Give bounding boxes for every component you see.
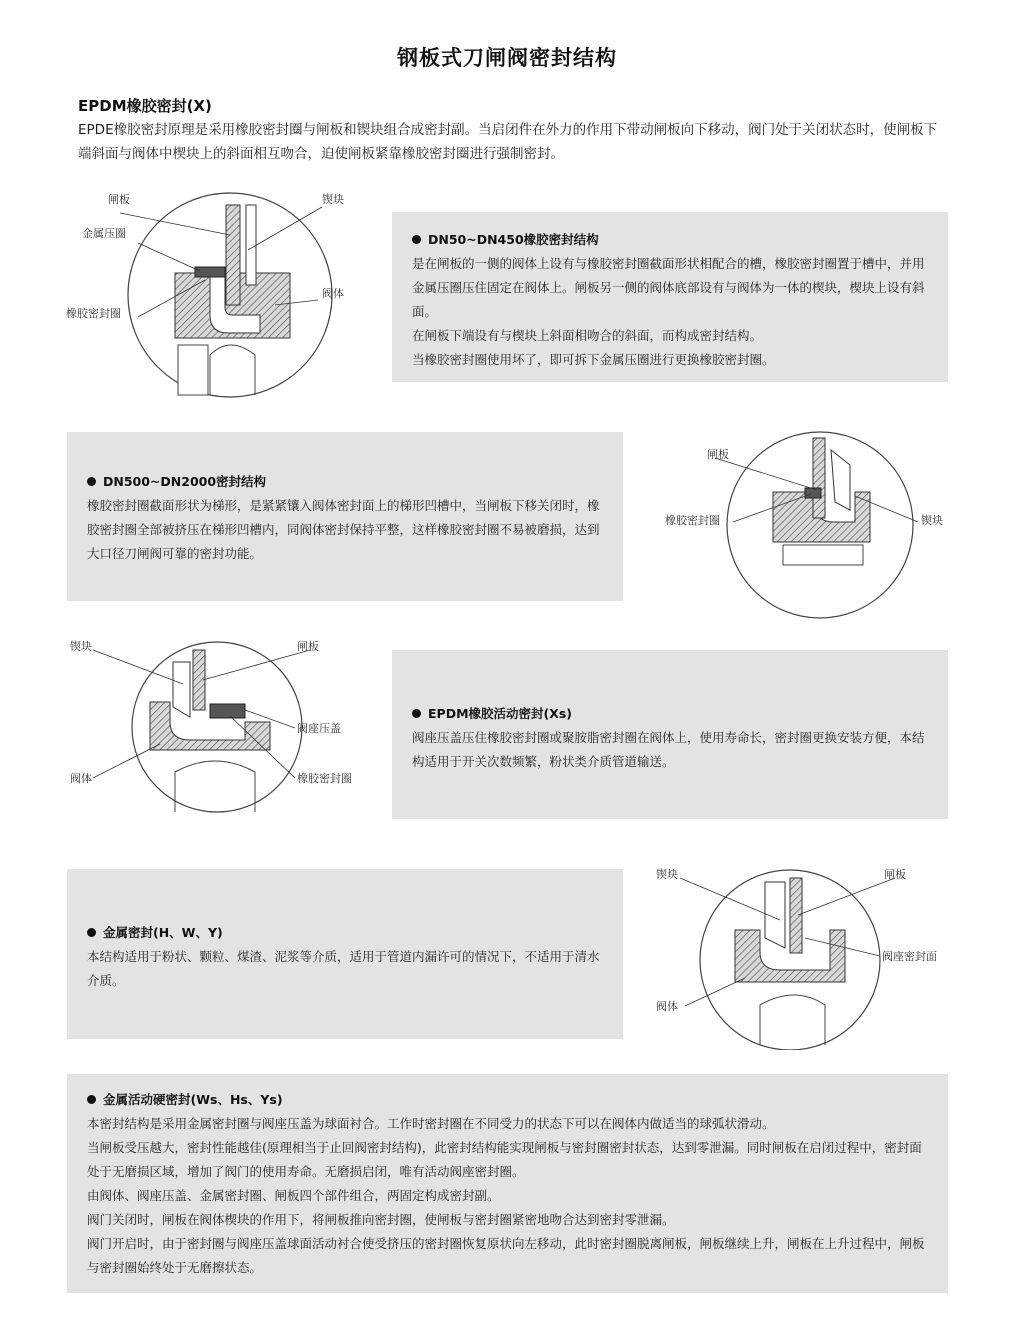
bullet-icon bbox=[412, 235, 421, 244]
section-epdm-active bbox=[392, 650, 948, 819]
fig1-label-body: 阀体 bbox=[322, 287, 344, 300]
fig3-label-body: 阀体 bbox=[70, 772, 92, 785]
figure-epdm-active-seal bbox=[65, 632, 375, 822]
section-dn50-line-3: 当橡胶密封圈使用坏了，即可拆下金属压圈进行更换橡胶密封圈。 bbox=[412, 352, 775, 367]
fig4-label-body: 阀体 bbox=[656, 1000, 678, 1013]
section-dn50-line-2: 在闸板下端设有与楔块上斜面相吻合的斜面，而构成密封结构。 bbox=[412, 328, 763, 343]
fig4-label-gate: 闸板 bbox=[884, 868, 906, 881]
section-dn50-line-1: 是在闸板的一侧的阀体上设有与橡胶密封圈截面形状相配合的槽，橡胶密封圈置于槽中，并用金属压圈压住固定在阀体上。闸板另一侧的阀体底部设有与阀体为一体的楔块，楔块上设有斜面。 bbox=[412, 256, 925, 319]
bullet-icon bbox=[412, 709, 421, 718]
fig1-label-ring: 金属压圈 bbox=[82, 227, 126, 240]
section-dn50 bbox=[392, 212, 948, 382]
section-metal bbox=[67, 869, 623, 1039]
bullet-icon bbox=[87, 477, 96, 486]
fig3-label-gate: 闸板 bbox=[297, 640, 319, 653]
fig1-label-seal: 橡胶密封圈 bbox=[66, 307, 121, 320]
intro-paragraph: EPDE橡胶密封原理是采用橡胶密封圈与闸板和锲块组合成密封副。当启闭件在外力的作用下带动闸板向下移动，阀门处于关闭状态时，使闸板下端斜面与阀体中楔块上的斜面相互吻合，迫使闸板紧靠橡胶密封圈进行强制密封。 bbox=[78, 122, 938, 162]
section-metal-active-line-3: 由阀体、阀座压盖、金属密封圈、闸板四个部件组合，两固定构成密封副。 bbox=[87, 1188, 500, 1203]
fig3-label-seal: 橡胶密封圈 bbox=[297, 772, 352, 785]
fig3-label-cover: 阀座压盖 bbox=[297, 722, 341, 735]
section-epdm-active-line-1: 阀座压盖压住橡胶密封圈或聚胺脂密封圈在阀体上，使用寿命长，密封圈更换安装方便，本结构适用于开关次数频繁，粉状类介质管道输送。 bbox=[412, 730, 925, 769]
figure-metal-seal bbox=[650, 860, 960, 1050]
fig1-label-wedge: 锲块 bbox=[322, 193, 344, 206]
section-metal-active-line-2: 当闸板受压越大，密封性能越佳(原理相当于止回阀密封结构)，此密封结构能实现闸板与密封圈密封状态，达到零泄漏。同时闸板在启闭过程中，密封面处于无磨损区域，增加了阀门的使用寿命。无磨损启闭，唯有活动阀座密封圈。 bbox=[87, 1140, 922, 1179]
fig4-label-face: 阀座密封面 bbox=[882, 950, 937, 963]
section-dn500-heading: DN500~DN2000密封结构 bbox=[87, 472, 603, 490]
section-metal-active-heading: 金属活动硬密封(Ws、Hs、Ys) bbox=[87, 1090, 928, 1108]
section-metal-active-line-5: 阀门开启时，由于密封圈与阀座压盖球面活动衬合使受挤压的密封圈恢复原状向左移动，此时密封圈脱离闸板，闸板继续上升，闸板在上升过程中，闸板与密封圈始终处于无磨擦状态。 bbox=[87, 1236, 925, 1275]
fig2-label-wedge: 锲块 bbox=[921, 514, 943, 527]
section-metal-active bbox=[67, 1074, 948, 1293]
section-metal-line-1: 本结构适用于粉状、颗粒、煤渣、泥浆等介质，适用于管道内漏许可的情况下，不适用于清水介质。 bbox=[87, 949, 600, 988]
bullet-icon bbox=[87, 928, 96, 937]
fig3-label-wedge: 锲块 bbox=[70, 640, 92, 653]
fig2-label-gate: 闸板 bbox=[707, 448, 729, 461]
section-epdm-active-heading: EPDM橡胶活动密封(Xs) bbox=[412, 704, 928, 722]
figure-dn500-seal bbox=[655, 430, 955, 630]
section-dn500 bbox=[67, 432, 623, 601]
section-dn500-line-1: 橡胶密封圈截面形状为梯形，是紧紧镶入阀体密封面上的梯形凹槽中，当闸板下移关闭时，橡胶密封圈全部被挤压在梯形凹槽内，同阀体密封保持平整，这样橡胶密封圈不易被磨损，达到大口径刀闸阀可靠的密封功能。 bbox=[87, 498, 600, 561]
fig4-label-wedge: 锲块 bbox=[656, 868, 678, 881]
section-dn50-heading: DN50~DN450橡胶密封结构 bbox=[412, 230, 928, 248]
section-metal-active-line-4: 阀门关闭时，闸板在阀体楔块的作用下，将闸板推向密封圈，使闸板与密封圈紧密地吻合达到密封零泄漏。 bbox=[87, 1212, 675, 1227]
section-metal-active-line-1: 本密封结构是采用金属密封圈与阀座压盖为球面衬合。工作时密封圈在不同受力的状态下可以在阀体内做适当的球弧状滑动。 bbox=[87, 1116, 775, 1131]
fig2-label-seal: 橡胶密封圈 bbox=[665, 514, 720, 527]
fig1-label-gate: 闸板 bbox=[108, 193, 130, 206]
page-title: 钢板式刀闸阀密封结构 bbox=[397, 46, 617, 70]
bullet-icon bbox=[87, 1095, 96, 1104]
figure-dn50-rubber-seal bbox=[60, 185, 370, 400]
section-metal-heading: 金属密封(H、W、Y) bbox=[87, 923, 603, 941]
section-subtitle: EPDM橡胶密封(X) bbox=[78, 97, 212, 115]
